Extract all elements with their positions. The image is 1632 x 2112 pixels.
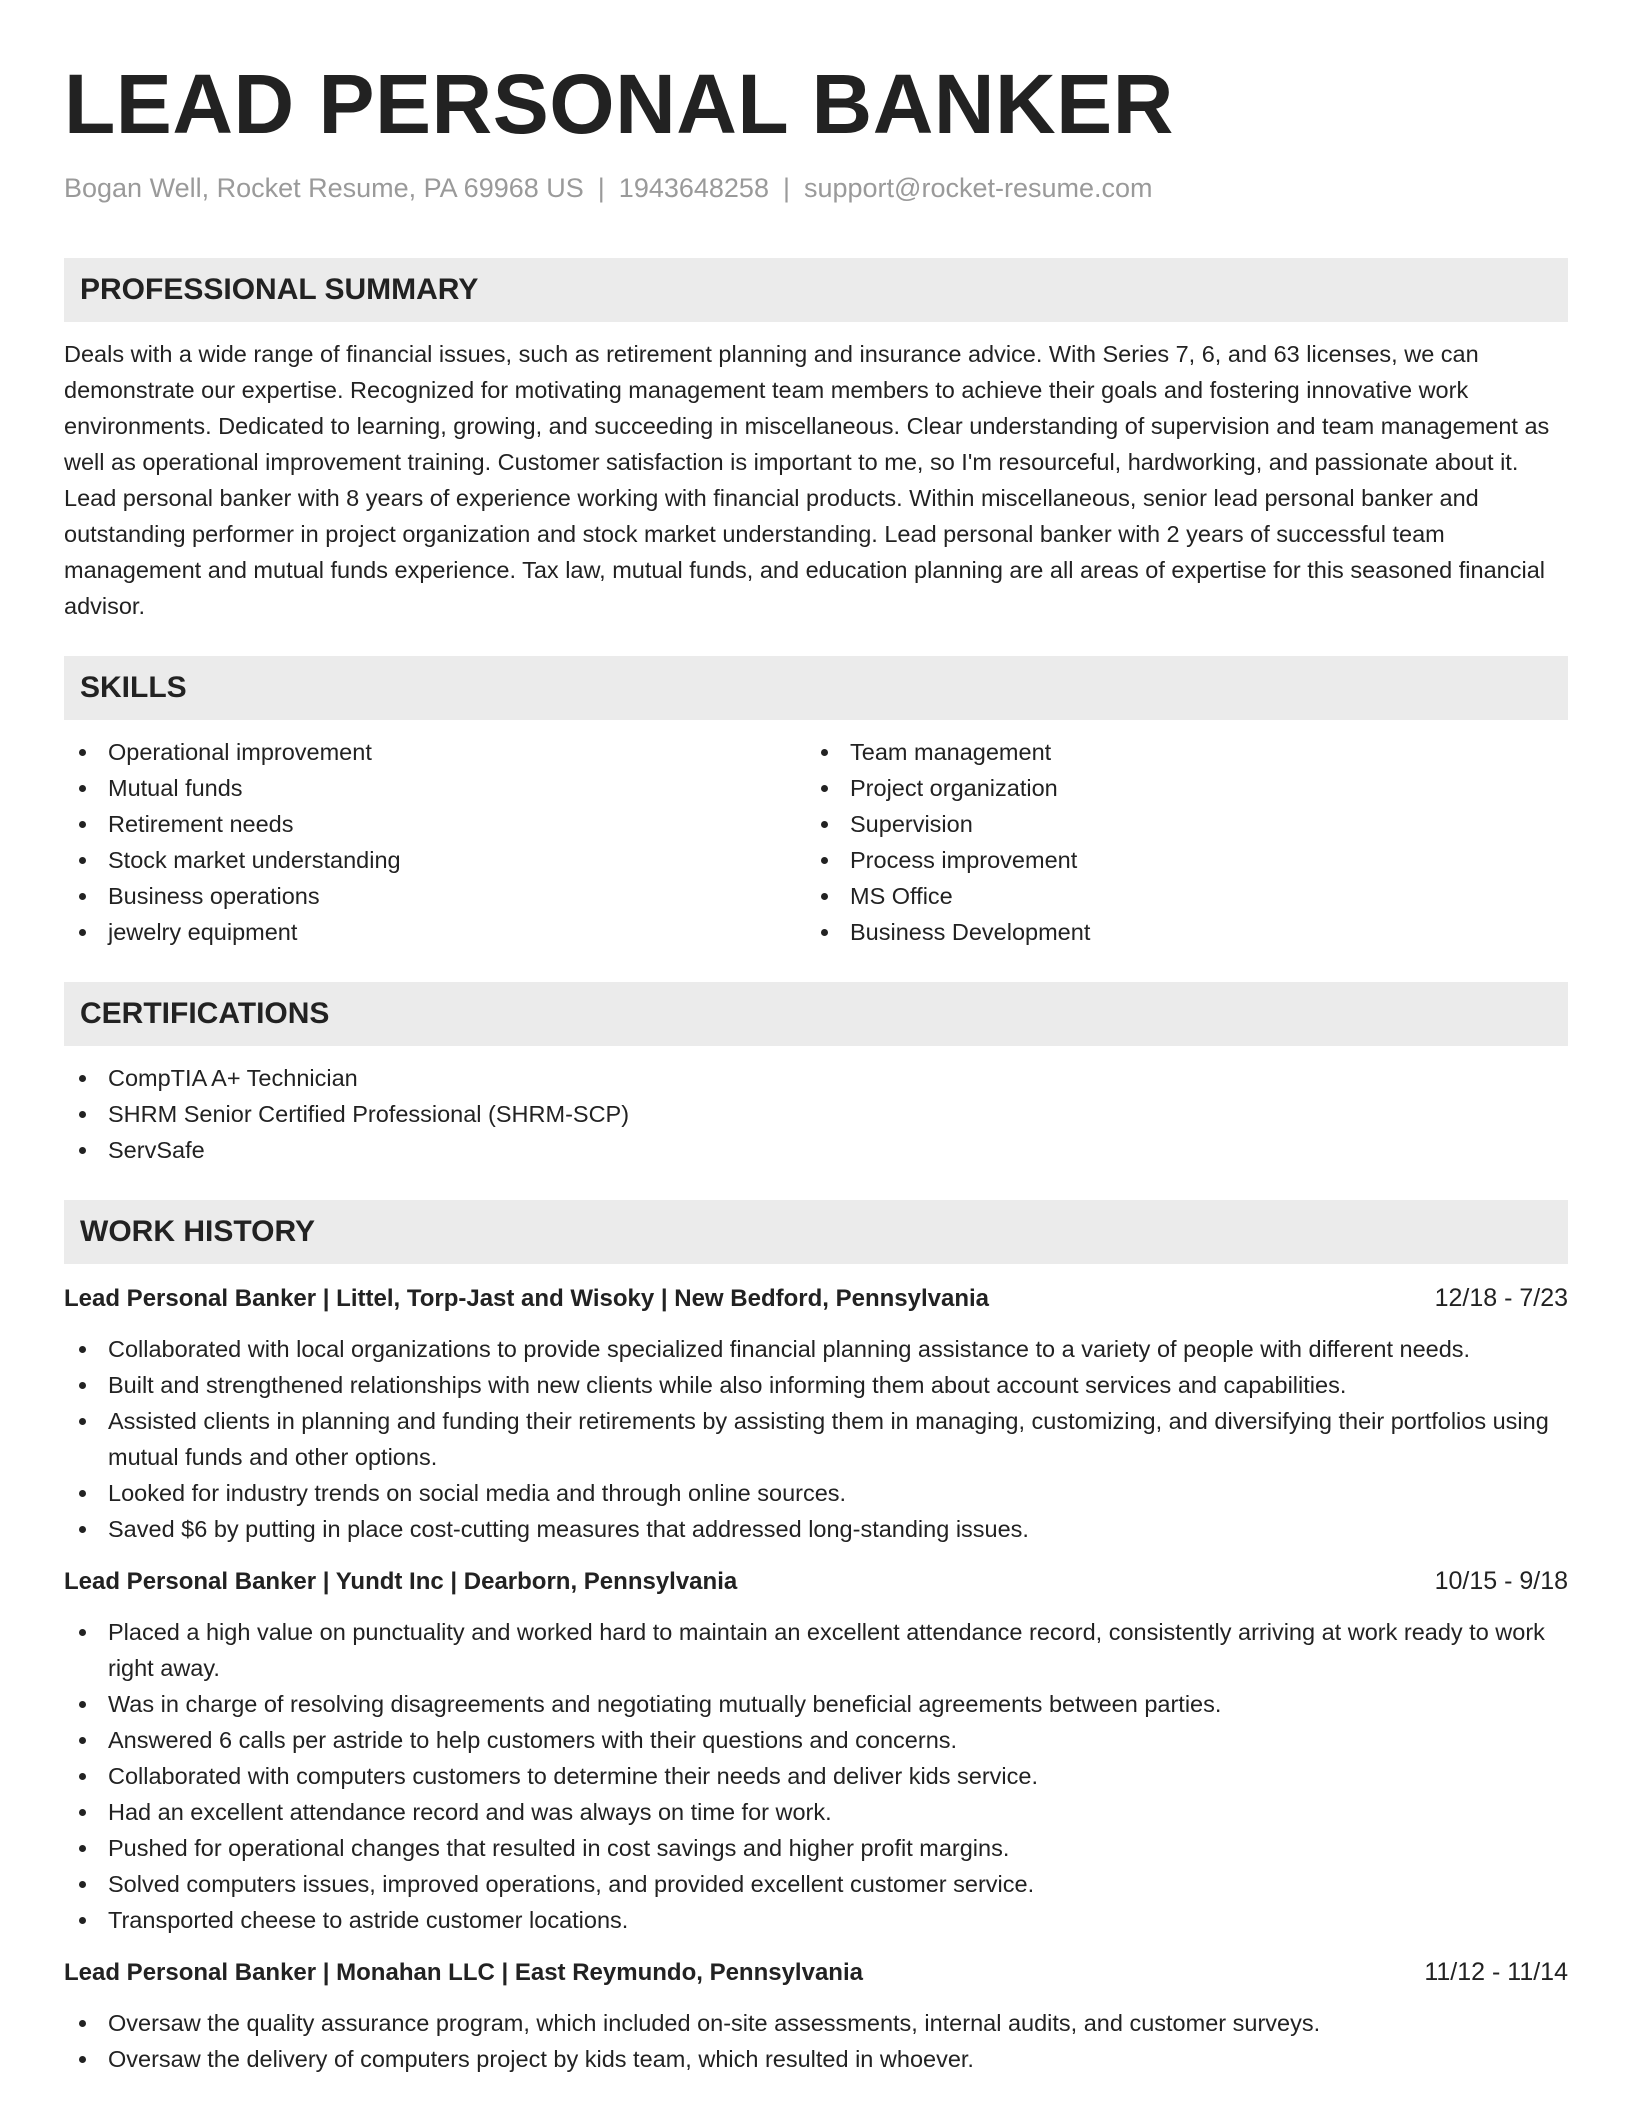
job-bullets	[64, 1614, 1568, 1938]
job-header	[64, 1280, 1568, 1317]
certification-item: ServSafe	[64, 1132, 1568, 1168]
job-entry	[64, 1563, 1568, 1938]
job-bullets	[64, 1331, 1568, 1547]
job-bullet: Solved computers issues, improved operations, and provided excellent customer service.	[64, 1866, 1568, 1902]
job-title: Lead Personal Banker | Littel, Torp-Jast and Wisoky | New Bedford, Pennsylvania	[64, 1285, 990, 1312]
job-bullet: Answered 6 calls per astride to help customers with their questions and concerns.	[64, 1722, 1568, 1758]
work-history-section	[64, 1200, 1568, 2077]
job-bullet: Transported cheese to astride customer locations.	[64, 1902, 1568, 1938]
job-bullet: Oversaw the delivery of computers project by kids team, which resulted in whoever.	[64, 2041, 1568, 2077]
contact-separator: |	[782, 173, 790, 203]
certifications-heading: CERTIFICATIONS	[64, 982, 1568, 1046]
job-bullet: Looked for industry trends on social media and through online sources.	[64, 1475, 1568, 1511]
contact-phone: 1943648258	[618, 173, 769, 203]
skill-item: Process improvement	[806, 842, 1548, 878]
certifications-list	[64, 1060, 1568, 1168]
work-history-heading: WORK HISTORY	[64, 1200, 1568, 1264]
job-bullet: Had an excellent attendance record and was always on time for work.	[64, 1794, 1568, 1830]
skill-item: jewelry equipment	[64, 914, 806, 950]
job-title: Lead Personal Banker | Monahan LLC | East Reymundo, Pennsylvania	[64, 1959, 863, 1986]
job-bullets	[64, 2005, 1568, 2077]
job-bullet: Built and strengthened relationships with new clients while also informing them about account services and capabilities.	[64, 1367, 1568, 1403]
job-bullet: Placed a high value on punctuality and worked hard to maintain an excellent attendance record, consistently arriving at work ready to work right away.	[64, 1614, 1568, 1686]
skills-heading: SKILLS	[64, 656, 1568, 720]
job-bullet: Collaborated with computers customers to determine their needs and deliver kids service.	[64, 1758, 1568, 1794]
contact-email[interactable]: support@rocket-resume.com	[803, 173, 1153, 203]
job-bullet: Was in charge of resolving disagreements and negotiating mutually beneficial agreements between parties.	[64, 1686, 1568, 1722]
job-dates: 12/18 - 7/23	[1434, 1284, 1568, 1312]
job-header	[64, 1563, 1568, 1600]
job-bullet: Assisted clients in planning and funding their retirements by assisting them in managing, customizing, and diversifying their portfolios using mutual funds and other options.	[64, 1403, 1568, 1475]
certification-item: CompTIA A+ Technician	[64, 1060, 1568, 1096]
candidate-name: LEAD PERSONAL BANKER	[64, 57, 1174, 151]
summary-text: Deals with a wide range of financial issues, such as retirement planning and insurance advice. With Series 7, 6, and 63 licenses, we can demonstrate our expertise. Recognized for motivating management team members to achieve their goals and fostering innovative work environments. Dedicated to learning, growing, and succeeding in miscellaneous. Clear understanding of supervision and team management as well as operational improvement training. Customer satisfaction is important to me, so I'm resourceful, hardworking, and passionate about it. Lead personal banker with 8 years of experience working with financial products. Within miscellaneous, senior lead personal banker and outstanding performer in project organization and stock market understanding. Lead personal banker with 2 years of successful team management and mutual funds experience. Tax law, mutual funds, and education planning are all areas of expertise for this seasoned financial advisor.	[64, 341, 1550, 619]
certification-item: SHRM Senior Certified Professional (SHRM-SCP)	[64, 1096, 1568, 1132]
skills-right-column	[806, 734, 1548, 950]
skill-item: Retirement needs	[64, 806, 806, 842]
job-bullet: Saved $6 by putting in place cost-cutting measures that addressed long-standing issues.	[64, 1511, 1568, 1547]
skills-section	[64, 656, 1568, 950]
job-bullet: Pushed for operational changes that resulted in cost savings and higher profit margins.	[64, 1830, 1568, 1866]
skill-item: Supervision	[806, 806, 1548, 842]
skill-item: Mutual funds	[64, 770, 806, 806]
job-bullet: Oversaw the quality assurance program, which included on-site assessments, internal audits, and customer surveys.	[64, 2005, 1568, 2041]
contact-line	[64, 170, 1568, 206]
job-dates: 10/15 - 9/18	[1434, 1567, 1568, 1595]
job-dates: 11/12 - 11/14	[1424, 1958, 1568, 1986]
contact-address: Bogan Well, Rocket Resume, PA 69968 US	[64, 173, 584, 203]
summary-section	[64, 258, 1568, 624]
skill-item: Business Development	[806, 914, 1548, 950]
certifications-section	[64, 982, 1568, 1168]
job-title: Lead Personal Banker | Yundt Inc | Dearborn, Pennsylvania	[64, 1568, 738, 1595]
skill-item: MS Office	[806, 878, 1548, 914]
job-entry	[64, 1280, 1568, 1547]
skill-item: Stock market understanding	[64, 842, 806, 878]
skill-item: Project organization	[806, 770, 1548, 806]
job-header	[64, 1954, 1568, 1991]
resume-page	[64, 0, 1568, 2077]
skill-item: Operational improvement	[64, 734, 806, 770]
skills-left-column	[64, 734, 806, 950]
skill-item: Business operations	[64, 878, 806, 914]
skills-grid	[64, 734, 1568, 950]
job-bullet: Collaborated with local organizations to provide specialized financial planning assistance to a variety of people with different needs.	[64, 1331, 1568, 1367]
summary-heading: PROFESSIONAL SUMMARY	[64, 258, 1568, 322]
skill-item: Team management	[806, 734, 1548, 770]
contact-separator: |	[597, 173, 605, 203]
job-entry	[64, 1954, 1568, 2077]
